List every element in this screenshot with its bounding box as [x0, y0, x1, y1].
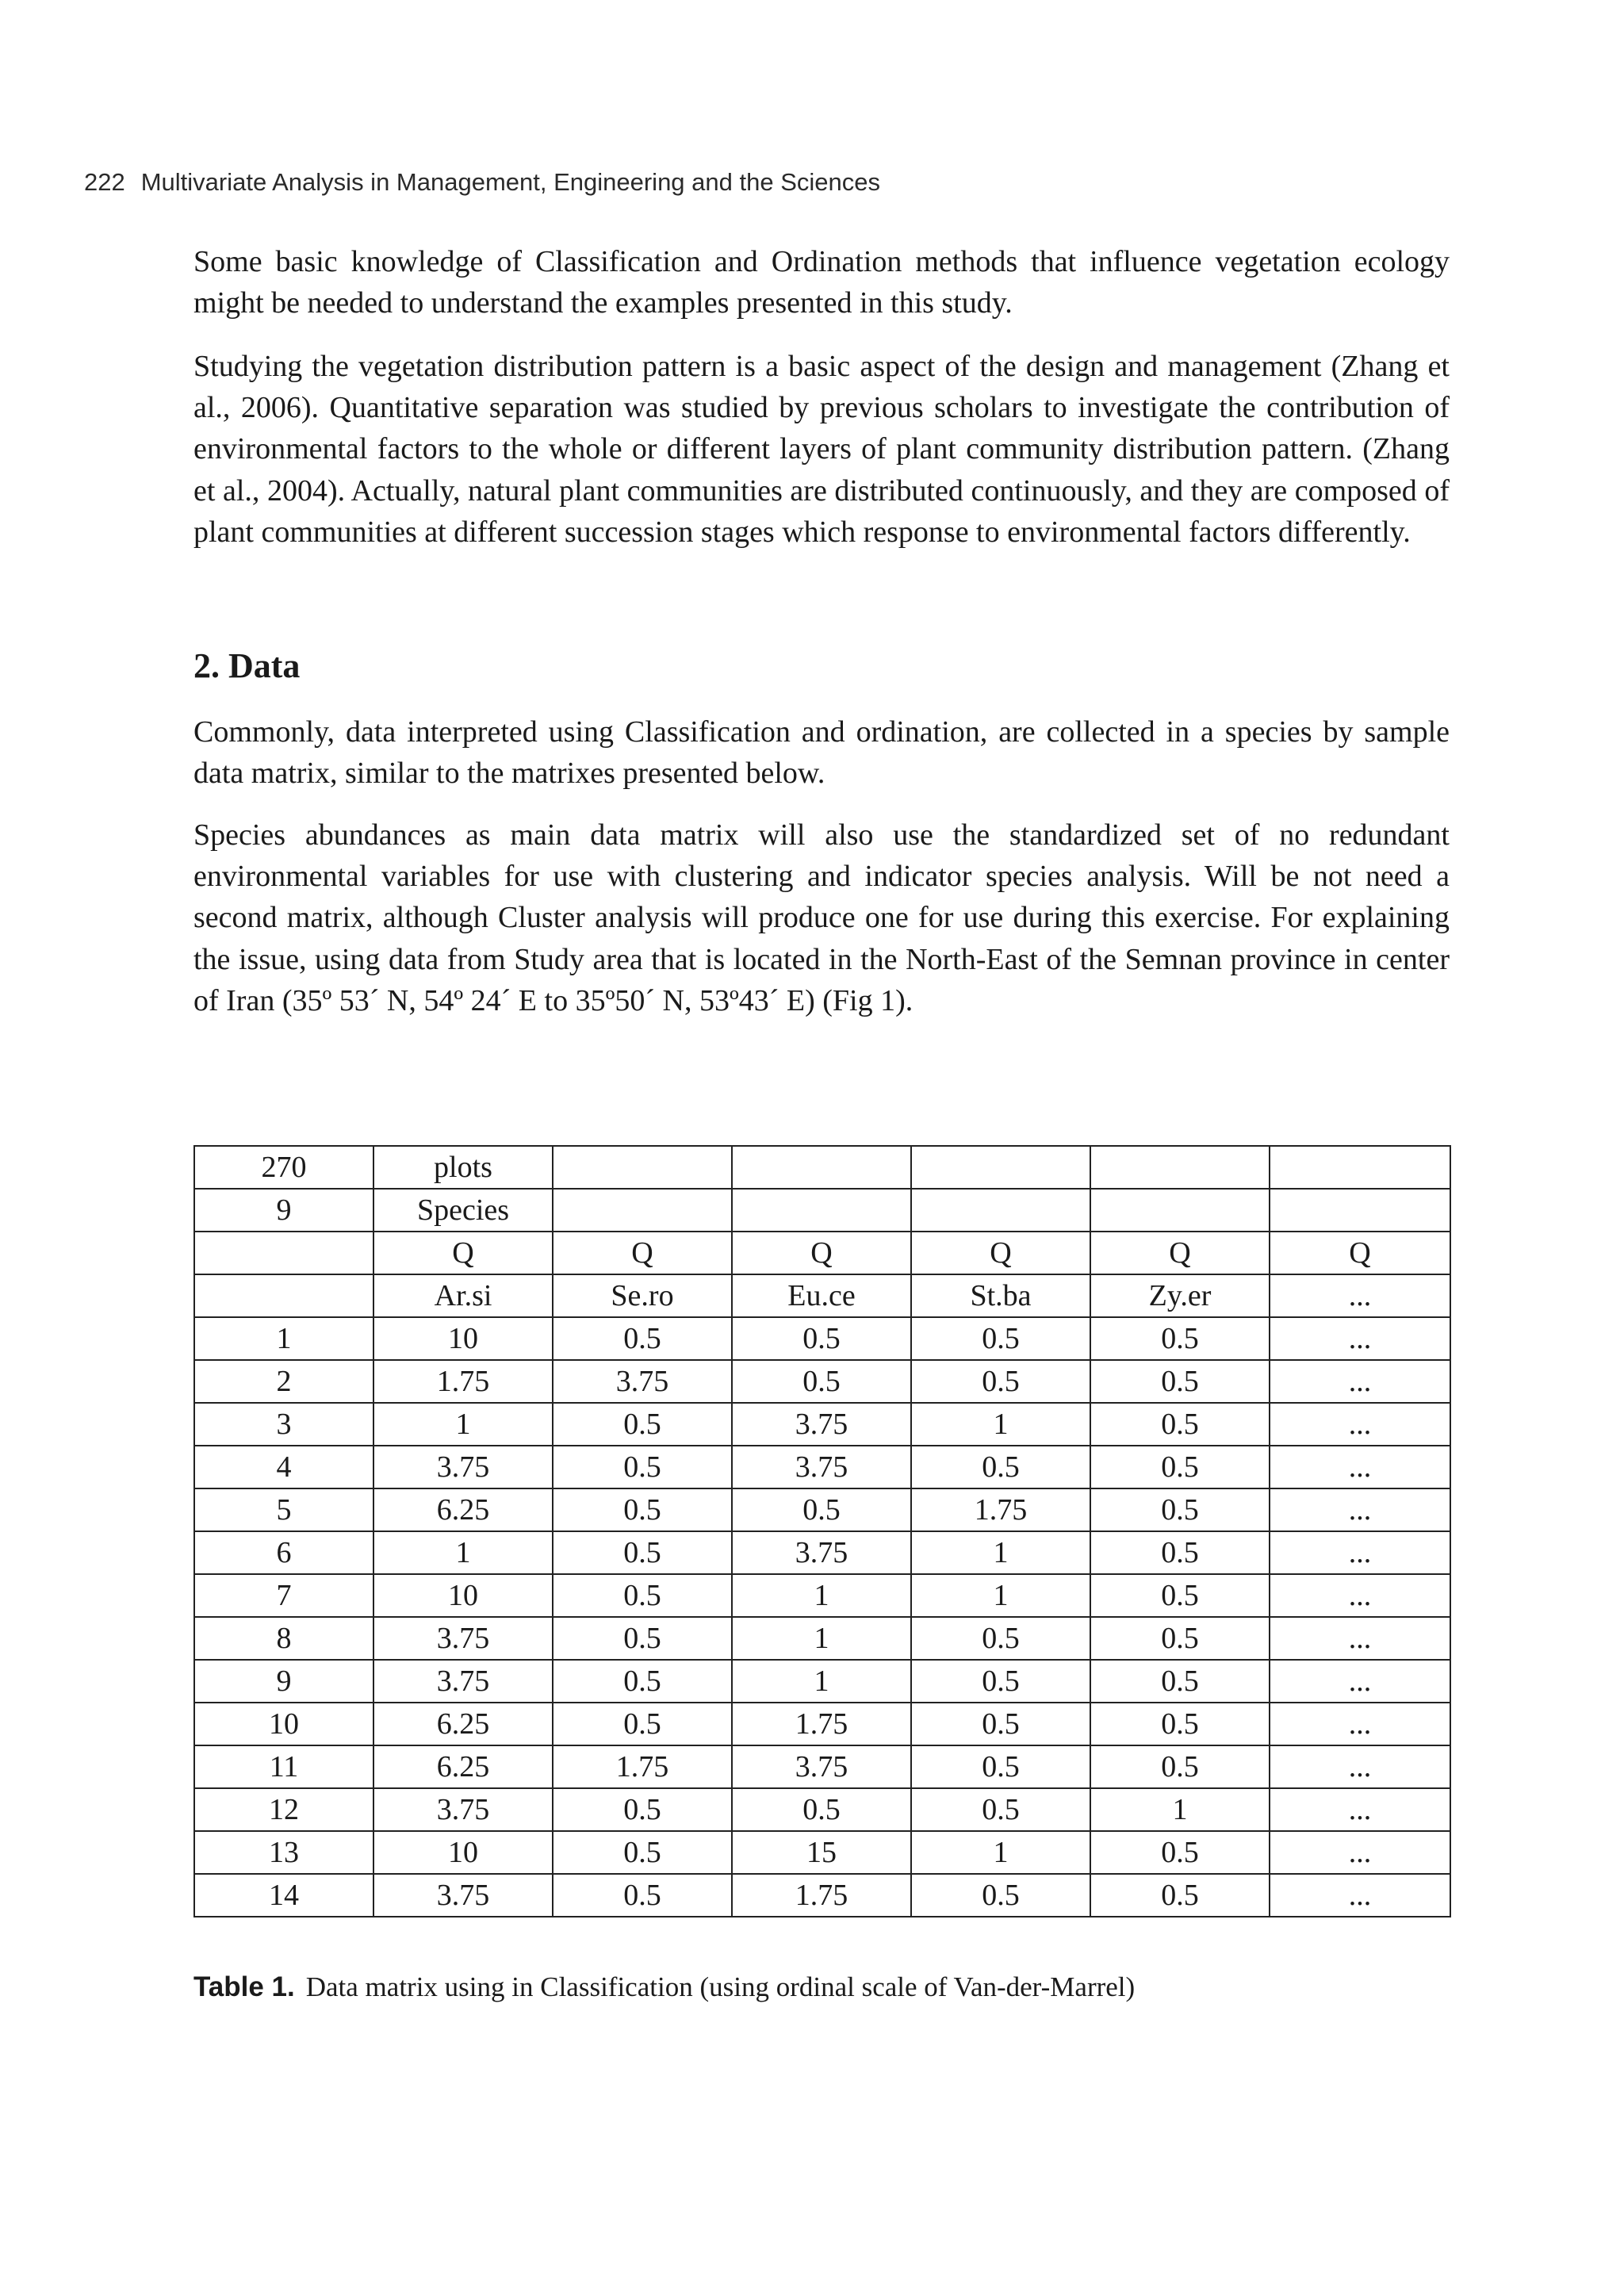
- table-cell: 10: [373, 1831, 553, 1874]
- table-cell: 1: [911, 1574, 1090, 1617]
- table-cell: 1.75: [732, 1703, 911, 1745]
- table-cell: 0.5: [1090, 1446, 1270, 1488]
- table-cell: [732, 1146, 911, 1189]
- table-cell: 0.5: [553, 1403, 732, 1446]
- table-cell: 0.5: [911, 1660, 1090, 1703]
- table-cell: 3: [194, 1403, 373, 1446]
- table-row: [194, 1831, 1450, 1874]
- table-cell: 0.5: [911, 1745, 1090, 1788]
- table-row: [194, 1660, 1450, 1703]
- table-cell: 0.5: [911, 1703, 1090, 1745]
- table-row: [194, 1745, 1450, 1788]
- table-cell: Q: [373, 1232, 553, 1274]
- table-cell: ...: [1270, 1788, 1450, 1831]
- table-cell: [732, 1189, 911, 1232]
- table-cell: ...: [1270, 1403, 1450, 1446]
- table-cell: 1: [911, 1403, 1090, 1446]
- book-title: Multivariate Analysis in Management, Engineering and the Sciences: [140, 168, 880, 196]
- table-cell: 3.75: [373, 1617, 553, 1660]
- table-row: [194, 1446, 1450, 1488]
- table-cell: Q: [1090, 1232, 1270, 1274]
- table-cell: 0.5: [1090, 1660, 1270, 1703]
- table-cell: 0.5: [553, 1874, 732, 1917]
- table-cell: [194, 1274, 373, 1317]
- table-cell: ...: [1270, 1745, 1450, 1788]
- table-cell: 0.5: [911, 1788, 1090, 1831]
- paragraph-data-matrix: Commonly, data interpreted using Classification and ordination, are collected in a species by sample data matrix, similar to the matrixes presented below.: [193, 715, 1450, 791]
- table-cell: 0.5: [732, 1488, 911, 1531]
- table-cell: [911, 1189, 1090, 1232]
- paragraph-vegetation-pattern: Studying the vegetation distribution pattern is a basic aspect of the design and management (Zhang et al., 2006). Quantitative separation was studied by previous scholars to investigate the contribution of environmental factors to the whole or different layers of plant community distribution pattern. (Zhang et al., 2004). Actually, natural plant communities are distributed continuously, and they are composed of plant communities at different succession stages which response to environmental factors differently.: [193, 350, 1450, 549]
- table-cell: 6: [194, 1531, 373, 1574]
- table-cell: 1: [373, 1531, 553, 1574]
- table-cell: 0.5: [1090, 1403, 1270, 1446]
- table-cell: 0.5: [1090, 1488, 1270, 1531]
- table-cell: ...: [1270, 1703, 1450, 1745]
- table-cell: 6.25: [373, 1703, 553, 1745]
- table-cell: 1.75: [732, 1874, 911, 1917]
- table-cell: 1.75: [553, 1745, 732, 1788]
- table-cell: 0.5: [1090, 1745, 1270, 1788]
- table-cell: 3.75: [732, 1531, 911, 1574]
- table-cell: 8: [194, 1617, 373, 1660]
- table-cell: [194, 1232, 373, 1274]
- table-cell: 0.5: [553, 1703, 732, 1745]
- table-cell: 0.5: [911, 1617, 1090, 1660]
- paragraph-species-abundances: Species abundances as main data matrix will also use the standardized set of no redundant environmental variables for use with clustering and indicator species analysis. Will be not need a second matrix, although Cluster analysis will produce one for use during this exercise. For explaining the issue, using data from Study area that is located in the North-East of the Semnan province in center of Iran (35º 53´ N, 54º 24´ E to 35º50´ N, 53º43´ E) (Fig 1).: [193, 818, 1450, 1017]
- table-cell: 0.5: [553, 1788, 732, 1831]
- table-row: [194, 1146, 1450, 1189]
- table-cell: 3.75: [553, 1360, 732, 1403]
- table-cell: Q: [553, 1232, 732, 1274]
- table-cell: 3.75: [373, 1788, 553, 1831]
- table-cell: 0.5: [911, 1446, 1090, 1488]
- table-cell: 0.5: [553, 1488, 732, 1531]
- table-cell: 3.75: [732, 1446, 911, 1488]
- table-cell: Eu.ce: [732, 1274, 911, 1317]
- table-cell: [911, 1146, 1090, 1189]
- table-cell: 6.25: [373, 1488, 553, 1531]
- table-cell: 0.5: [732, 1360, 911, 1403]
- table-cell: 11: [194, 1745, 373, 1788]
- table-row: [194, 1317, 1450, 1360]
- paragraph-intro: Some basic knowledge of Classification and Ordination methods that influence vegetation ecology might be needed to understand the examples presented in this study.: [193, 245, 1450, 320]
- data-matrix-table: [193, 1145, 1451, 1917]
- table-cell: 0.5: [1090, 1831, 1270, 1874]
- table-cell: ...: [1270, 1274, 1450, 1317]
- table-cell: 10: [373, 1574, 553, 1617]
- table-cell: plots: [373, 1146, 553, 1189]
- table-cell: 5: [194, 1488, 373, 1531]
- table-cell: 13: [194, 1831, 373, 1874]
- table-cell: Species: [373, 1189, 553, 1232]
- table-row: [194, 1874, 1450, 1917]
- table-cell: Q: [911, 1232, 1090, 1274]
- table-cell: ...: [1270, 1488, 1450, 1531]
- table-cell: 9: [194, 1660, 373, 1703]
- table-row: [194, 1274, 1450, 1317]
- table-cell: Q: [732, 1232, 911, 1274]
- table-cell: 1: [1090, 1788, 1270, 1831]
- table-cell: 3.75: [373, 1874, 553, 1917]
- table-cell: 0.5: [553, 1660, 732, 1703]
- table-cell: 10: [194, 1703, 373, 1745]
- table-cell: ...: [1270, 1317, 1450, 1360]
- table-cell: St.ba: [911, 1274, 1090, 1317]
- table-cell: [1270, 1146, 1450, 1189]
- table-cell: 1: [911, 1831, 1090, 1874]
- table-cell: Ar.si: [373, 1274, 553, 1317]
- table-caption: [193, 1971, 1135, 2003]
- table-cell: 0.5: [1090, 1360, 1270, 1403]
- table-row: [194, 1788, 1450, 1831]
- table-cell: 0.5: [553, 1831, 732, 1874]
- table-cell: 0.5: [1090, 1317, 1270, 1360]
- table-cell: 0.5: [553, 1317, 732, 1360]
- table-cell: [553, 1146, 732, 1189]
- table-cell: 0.5: [732, 1788, 911, 1831]
- section-heading: 2. Data: [193, 646, 301, 685]
- table-cell: Se.ro: [553, 1274, 732, 1317]
- table-row: [194, 1360, 1450, 1403]
- table-row: [194, 1488, 1450, 1531]
- table-cell: 0.5: [911, 1874, 1090, 1917]
- table-cell: [1090, 1146, 1270, 1189]
- table-cell: 14: [194, 1874, 373, 1917]
- table-cell: 0.5: [553, 1446, 732, 1488]
- caption-text: Data matrix using in Classification (using ordinal scale of Van-der-Marrel): [305, 1971, 1136, 2002]
- table-cell: [553, 1189, 732, 1232]
- table-cell: [1090, 1189, 1270, 1232]
- table-cell: 0.5: [1090, 1531, 1270, 1574]
- table-cell: 2: [194, 1360, 373, 1403]
- running-header: [84, 168, 880, 197]
- table-cell: 3.75: [732, 1403, 911, 1446]
- table-cell: ...: [1270, 1574, 1450, 1617]
- table-cell: 0.5: [1090, 1703, 1270, 1745]
- table-cell: 1: [911, 1531, 1090, 1574]
- table-row: [194, 1574, 1450, 1617]
- table-cell: ...: [1270, 1531, 1450, 1574]
- table-cell: [1270, 1189, 1450, 1232]
- table-cell: 1: [732, 1660, 911, 1703]
- table-cell: 9: [194, 1189, 373, 1232]
- table-row: [194, 1232, 1450, 1274]
- page-number: 222: [84, 168, 125, 196]
- table-cell: ...: [1270, 1360, 1450, 1403]
- table-cell: 3.75: [373, 1446, 553, 1488]
- table-cell: 0.5: [732, 1317, 911, 1360]
- table-cell: Q: [1270, 1232, 1450, 1274]
- table-cell: ...: [1270, 1660, 1450, 1703]
- table-cell: 0.5: [911, 1360, 1090, 1403]
- table-cell: 6.25: [373, 1745, 553, 1788]
- table-cell: 3.75: [732, 1745, 911, 1788]
- table-cell: ...: [1270, 1874, 1450, 1917]
- table-cell: ...: [1270, 1446, 1450, 1488]
- table-cell: 0.5: [553, 1617, 732, 1660]
- table-cell: 0.5: [1090, 1574, 1270, 1617]
- table-cell: 1.75: [911, 1488, 1090, 1531]
- table-row: [194, 1703, 1450, 1745]
- table-row: [194, 1531, 1450, 1574]
- table-cell: 15: [732, 1831, 911, 1874]
- table-cell: 7: [194, 1574, 373, 1617]
- table-cell: Zy.er: [1090, 1274, 1270, 1317]
- caption-label: Table 1.: [193, 1971, 295, 2002]
- table-cell: 0.5: [1090, 1617, 1270, 1660]
- table-cell: 4: [194, 1446, 373, 1488]
- table-cell: 1: [373, 1403, 553, 1446]
- table-cell: 1.75: [373, 1360, 553, 1403]
- table-cell: 1: [732, 1574, 911, 1617]
- table-cell: 10: [373, 1317, 553, 1360]
- table-cell: 0.5: [911, 1317, 1090, 1360]
- table-cell: ...: [1270, 1831, 1450, 1874]
- table-row: [194, 1617, 1450, 1660]
- table-cell: ...: [1270, 1617, 1450, 1660]
- table-cell: 12: [194, 1788, 373, 1831]
- table-cell: 1: [194, 1317, 373, 1360]
- table-cell: 1: [732, 1617, 911, 1660]
- table-row: [194, 1403, 1450, 1446]
- table-cell: 0.5: [553, 1574, 732, 1617]
- table-cell: 3.75: [373, 1660, 553, 1703]
- table-row: [194, 1189, 1450, 1232]
- table-cell: 0.5: [1090, 1874, 1270, 1917]
- table-cell: 270: [194, 1146, 373, 1189]
- table-cell: 0.5: [553, 1531, 732, 1574]
